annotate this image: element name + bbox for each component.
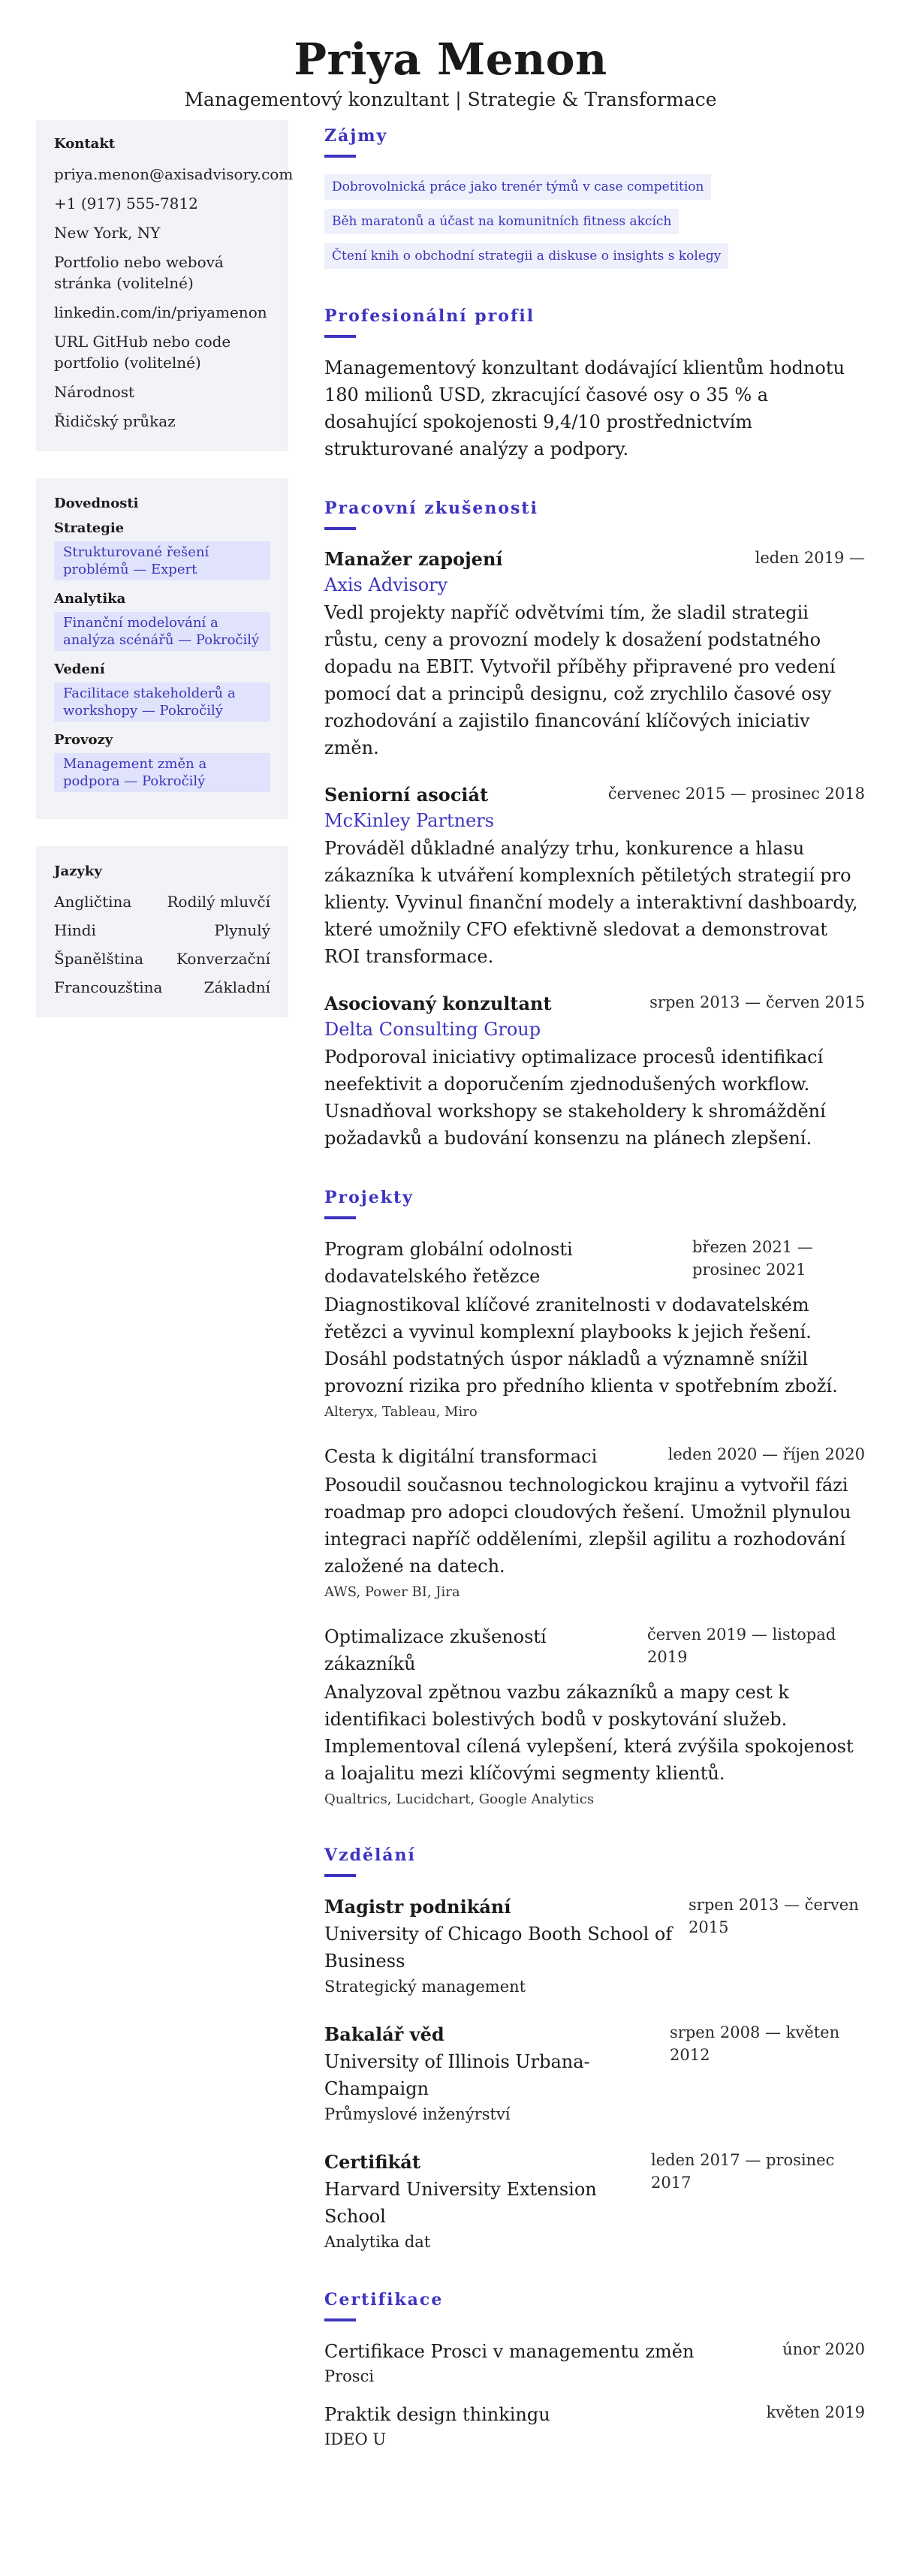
resume-body (0, 120, 901, 2481)
job-description: Vedl projekty napříč odvětvími tím, že sladil strategii růstu, ceny a provozní modely k dosažení podstatného dopadu na EBIT. Vytvořil příběhy připravené pro vedení pomocí dat a principů designu, což zrychlilo časové osy rozhodování a zajistilo financování klíčových iniciativ změn. (324, 602, 836, 758)
section-divider (324, 335, 356, 338)
profile-section (324, 300, 865, 462)
candidate-headline: Managementový konzultant | Strategie & Transformace (184, 89, 717, 110)
contact-panel (36, 120, 294, 451)
interest-chip: Čtení knih o obchodní strategii a diskuse o insights s kolegy (324, 243, 728, 269)
project-dates: leden 2020 — říjen 2020 (667, 1445, 865, 1463)
section-title-interests: Zájmy (324, 126, 388, 146)
interests-section (324, 120, 865, 278)
section-divider (324, 1874, 356, 1877)
project-title: Optimalizace zkušeností zákazníků (324, 1626, 547, 1674)
contact-linkedin[interactable]: linkedin.com/in/priyamenon (54, 303, 267, 321)
language-name: Hindi (54, 921, 96, 939)
resume-header (0, 0, 901, 120)
education-entry (324, 1894, 865, 1999)
section-divider (324, 527, 356, 530)
certification-date: únor 2020 (782, 2340, 865, 2358)
job-entry (324, 782, 865, 970)
skill-chip: Strukturované řešení problémů — Expert (54, 541, 270, 580)
certification-title: Certifikace Prosci v managementu změn (324, 2341, 695, 2362)
certifications-section (324, 2284, 865, 2451)
skill-group-analytics: Analytika (54, 591, 126, 607)
certification-date: květen 2019 (766, 2403, 865, 2421)
contact-title: Kontakt (54, 136, 116, 152)
job-description: Podporoval iniciativy optimalizace procesů identifikací neefektivit a doporučením zjednodušených workflow. Usnadňoval workshopy se stakeholdery k shromáždění požadavků a budování konsenzu na plánech zlepšení. (324, 1047, 826, 1149)
job-entry (324, 547, 865, 761)
education-degree: Magistr podnikání (324, 1896, 511, 1918)
education-section (324, 1839, 865, 2254)
education-dates: leden 2017 — prosinec 2017 (651, 2151, 835, 2192)
project-entry (324, 1443, 865, 1602)
section-divider (324, 2318, 356, 2321)
education-field: Průmyslové inženýrství (324, 2105, 511, 2123)
job-title: Seniorní asociát (324, 784, 489, 806)
main-column (324, 120, 865, 2481)
languages-panel (36, 846, 288, 1017)
interest-chip: Běh maratonů a účast na komunitních fitness akcích (324, 209, 679, 234)
project-title: Program globální odolnosti dodavatelského řetězce (324, 1239, 573, 1287)
language-name: Angličtina (54, 893, 132, 911)
language-name: Španělština (54, 950, 144, 968)
contact-location: New York, NY (54, 224, 161, 242)
section-title-profile: Profesionální profil (324, 306, 535, 326)
skill-chip: Facilitace stakeholderů a workshopy — Pokročilý (54, 682, 270, 722)
project-entry (324, 1236, 865, 1422)
certification-entry (324, 2401, 865, 2451)
project-description: Diagnostikoval klíčové zranitelnosti v dodavatelském řetězci a vyvinul komplexní playbooks k jejich řešení. Dosáhl podstatných úspor nákladů a významně snížil provozní rizika pro předního klienta v spotřebním zboží. (324, 1294, 838, 1396)
job-company: Axis Advisory (324, 574, 448, 595)
languages-title: Jazyky (54, 863, 102, 879)
skill-chip: Finanční modelování a analýza scénářů — Pokročilý (54, 612, 270, 651)
skill-chip: Management změn a podpora — Pokročilý (54, 753, 270, 792)
section-title-education: Vzdělání (324, 1845, 416, 1865)
contact-phone[interactable]: +1 (917) 555-7812 (54, 194, 198, 212)
education-school: University of Chicago Booth School of Business (324, 1924, 673, 1972)
project-entry (324, 1623, 865, 1809)
job-entry (324, 991, 865, 1152)
education-entry (324, 2021, 865, 2126)
section-title-projects: Projekty (324, 1188, 414, 1207)
interest-chip: Dobrovolnická práce jako trenér týmů v case competition (324, 174, 711, 200)
education-dates: srpen 2013 — červen 2015 (689, 1896, 859, 1936)
skills-title: Dovednosti (54, 496, 139, 511)
language-level: Plynulý (214, 921, 270, 939)
project-description: Analyzoval zpětnou vazbu zákazníků a mapy cest k identifikaci bolestivých bodů v poskytování služeb. Implementoval cílená vylepšení, která zvýšila spokojenost a loajalitu mezi klíčovými segmenty klientů. (324, 1682, 854, 1784)
projects-section (324, 1182, 865, 1809)
job-description: Prováděl důkladné analýzy trhu, konkurence a hlasu zákazníka k utváření komplexních pětiletých strategií pro klienty. Vyvinul finanční modely a interaktivní dashboardy, které umožnily CFO efektivně sledovat a demonstrovat ROI transformace. (324, 838, 858, 967)
language-name: Francouzština (54, 978, 163, 996)
project-tools: AWS, Power BI, Jira (324, 1584, 460, 1600)
job-dates: červenec 2015 — prosinec 2018 (607, 785, 865, 803)
certification-entry (324, 2338, 865, 2388)
certification-issuer: Prosci (324, 2367, 375, 2385)
contact-drivers-license: Řidičský průkaz (54, 412, 176, 430)
language-row (54, 948, 270, 969)
education-field: Analytika dat (324, 2233, 431, 2251)
project-tools: Qualtrics, Lucidchart, Google Analytics (324, 1791, 595, 1807)
language-level: Rodilý mluvčí (167, 893, 270, 911)
contact-email[interactable]: priya.menon@axisadvisory.com (54, 165, 294, 183)
contact-portfolio[interactable]: Portfolio nebo webová stránka (volitelné) (54, 253, 224, 292)
language-level: Konverzační (176, 950, 270, 968)
project-description: Posoudil současnou technologickou krajinu a vytvořil fázi roadmap pro adopci cloudových řešení. Umožnil plynulou integraci napříč odděleními, zlepšil agilitu a rozhodování založené na datech. (324, 1475, 851, 1577)
education-school: University of Illinois Urbana-Champaign (324, 2051, 590, 2099)
language-row (54, 977, 270, 998)
language-level: Základní (203, 978, 270, 996)
job-dates: leden 2019 — (755, 549, 865, 567)
skill-group-leadership: Vedení (54, 661, 105, 677)
certification-issuer: IDEO U (324, 2430, 387, 2448)
education-school: Harvard University Extension School (324, 2179, 597, 2227)
job-company: McKinley Partners (324, 810, 495, 831)
job-dates: srpen 2013 — červen 2015 (649, 993, 865, 1011)
skill-group-strategy: Strategie (54, 520, 125, 536)
experience-section (324, 493, 865, 1152)
project-tools: Alteryx, Tableau, Miro (324, 1404, 478, 1420)
section-title-certifications: Certifikace (324, 2290, 444, 2309)
language-row (54, 920, 270, 941)
contact-nationality: Národnost (54, 383, 135, 401)
certification-title: Praktik design thinkingu (324, 2404, 550, 2425)
sidebar (36, 120, 294, 2481)
education-dates: srpen 2008 — květen 2012 (670, 2023, 840, 2064)
job-company: Delta Consulting Group (324, 1019, 541, 1040)
contact-github[interactable]: URL GitHub nebo code portfolio (volitelné) (54, 333, 231, 372)
section-divider (324, 155, 356, 158)
candidate-name: Priya Menon (294, 34, 607, 85)
skills-panel (36, 478, 288, 819)
education-degree: Certifikát (324, 2151, 420, 2173)
education-degree: Bakalář věd (324, 2023, 444, 2045)
profile-summary: Managementový konzultant dodávající klientům hodnotu 180 milionů USD, zkracující časové osy o 35 % a dosahující spokojenosti 9,4/10 prostřednictvím strukturované analýzy a podpory. (324, 357, 845, 459)
language-row (54, 891, 270, 912)
skill-group-operations: Provozy (54, 732, 113, 748)
section-title-experience: Pracovní zkušenosti (324, 499, 538, 518)
project-dates: červen 2019 — listopad 2019 (647, 1625, 836, 1666)
project-title: Cesta k digitální transformaci (324, 1446, 598, 1467)
job-title: Manažer zapojení (324, 548, 503, 570)
education-entry (324, 2149, 865, 2254)
education-field: Strategický management (324, 1978, 526, 1996)
section-divider (324, 1216, 356, 1219)
project-dates: březen 2021 — prosinec 2021 (692, 1238, 813, 1279)
job-title: Asociovaný konzultant (324, 993, 552, 1014)
